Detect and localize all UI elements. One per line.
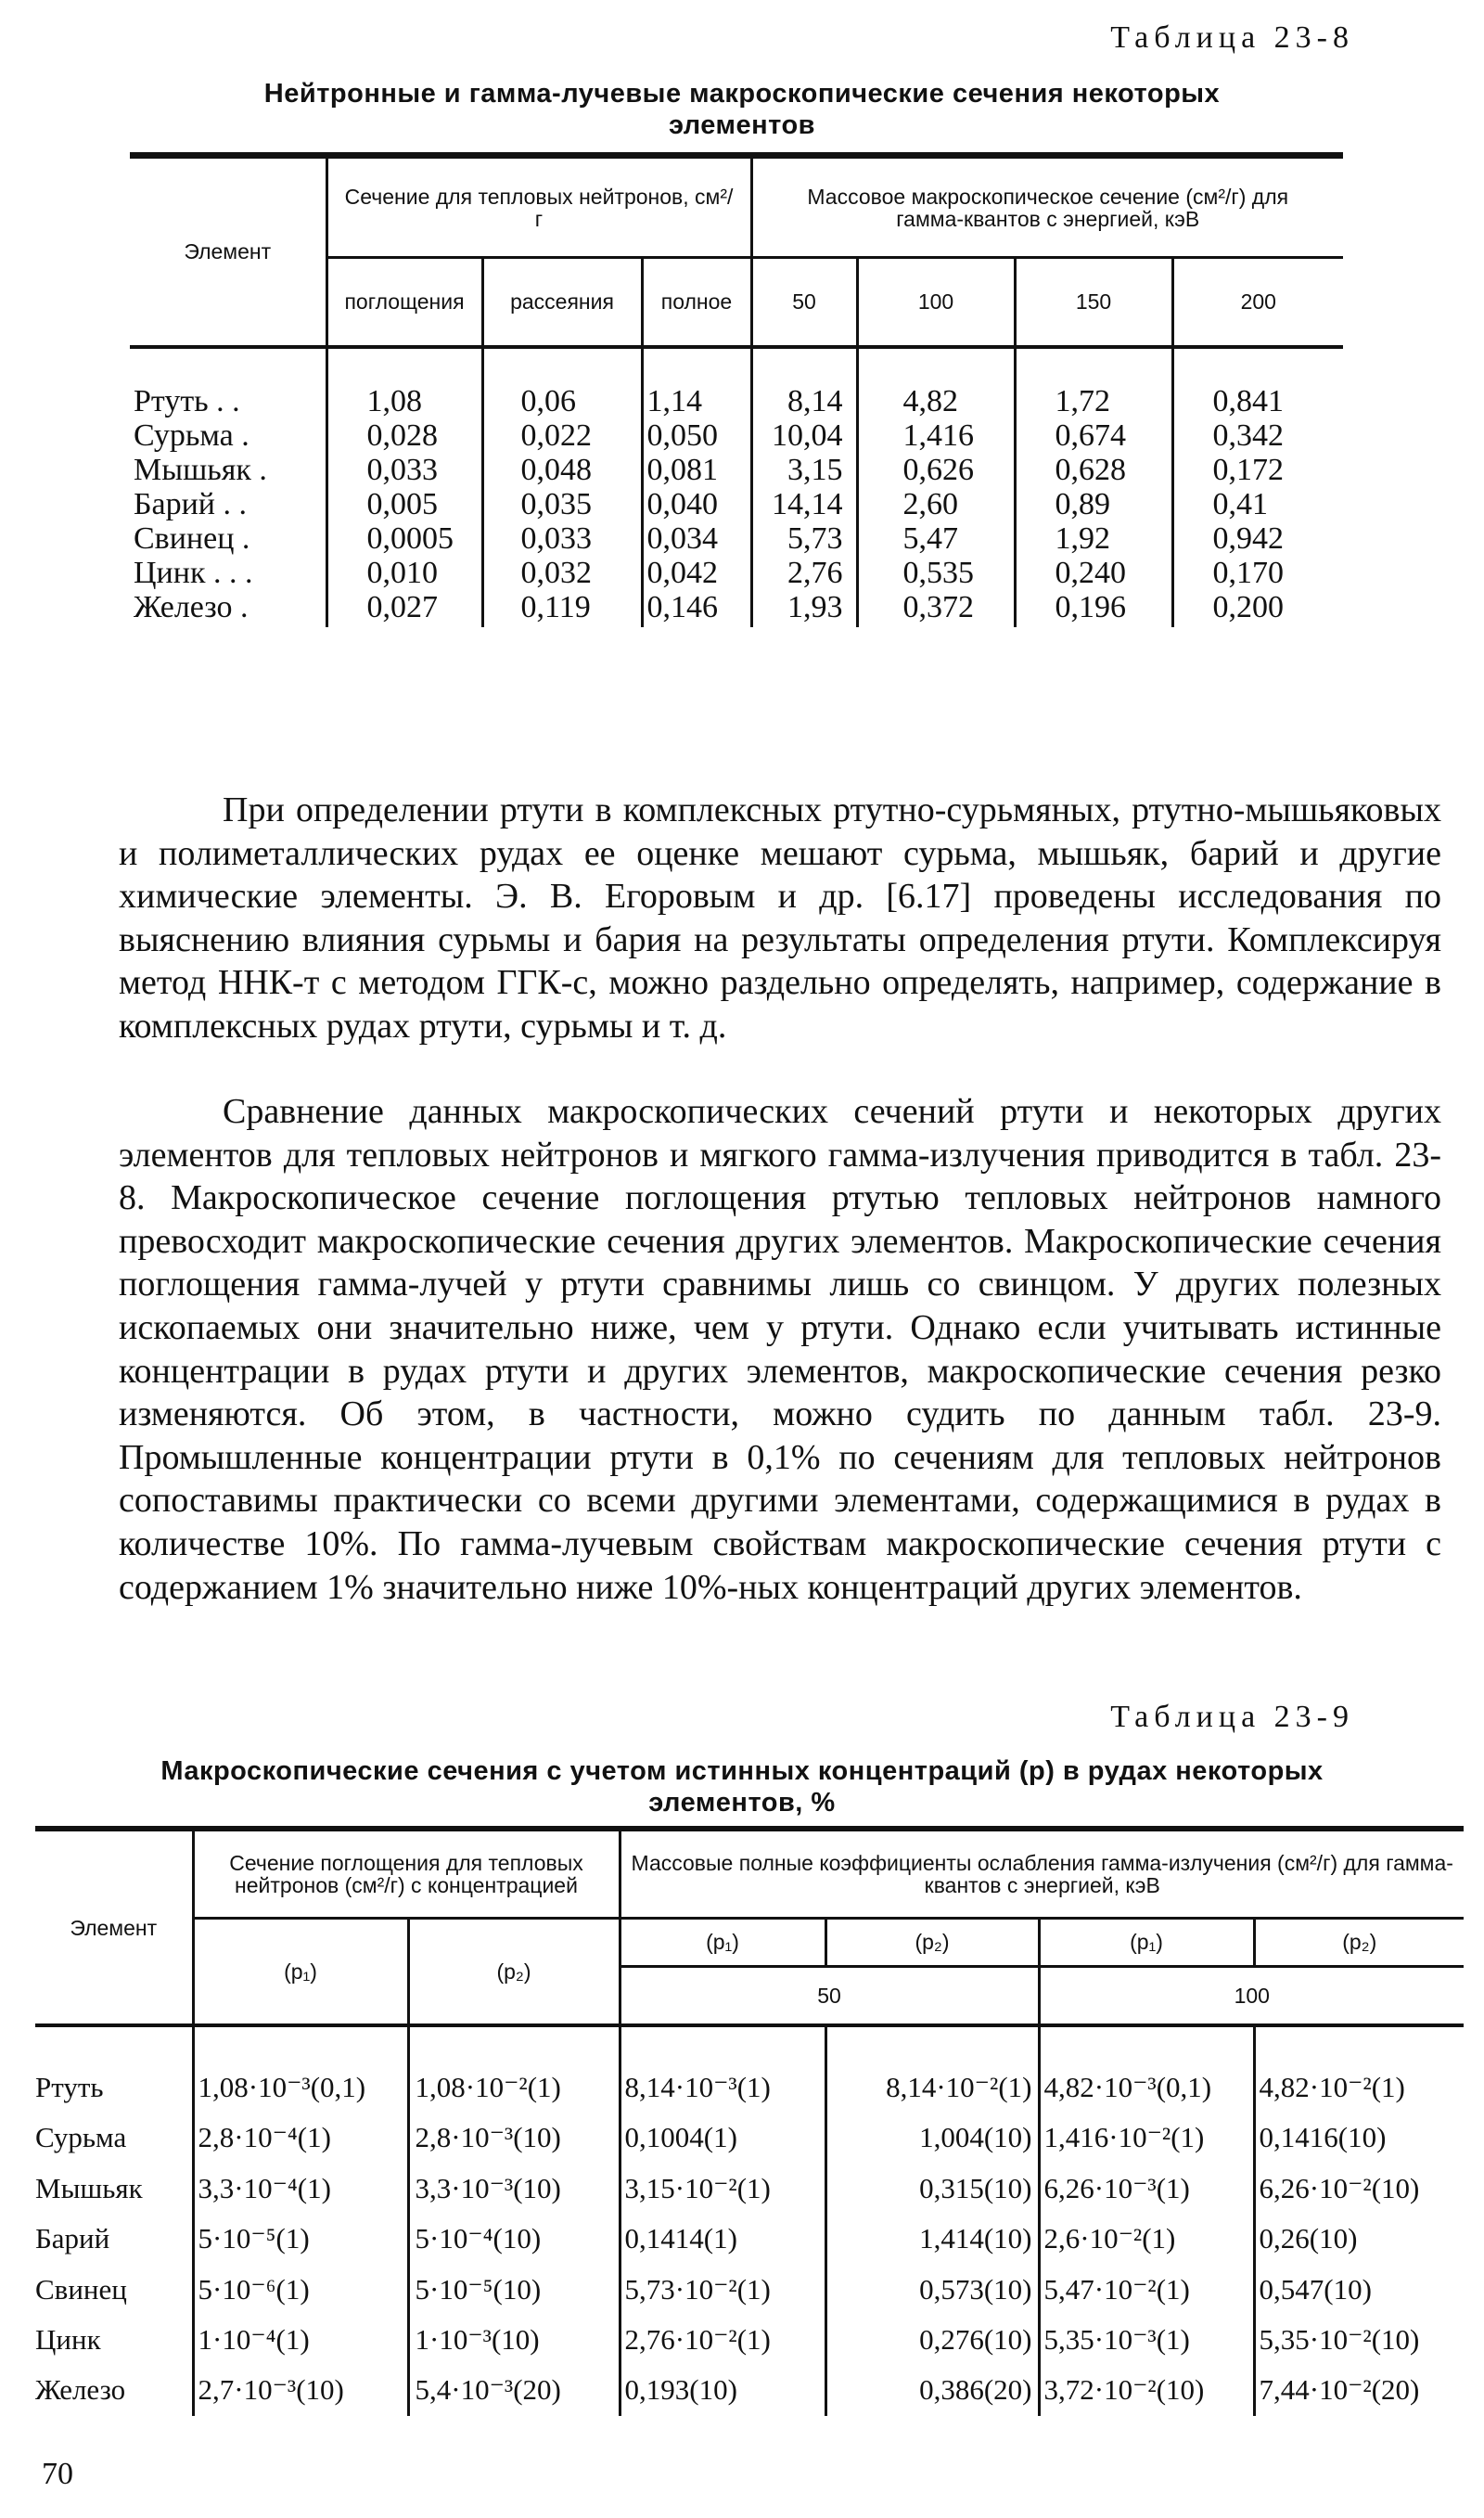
table2-header-g50-p2: (p₂): [825, 1918, 1039, 1966]
paragraph-1: При определении ртути в комплексных ртутно-сурьмяных, ртутно-мышьяковых и полиметаллических рудах ее оценке мешают сурьма, мышьяк, барий и другие химические элементы. Э. В. Егоровым и др. [6.17] проведены исследования по выяснению влияния сурьмы и бария на результаты определения ртути. Комплексируя метод ННК-т с методом ГГК-с, можно раздельно определять, например, содержание в комплексных рудах ртути, сурьмы и т. д.: [119, 790, 1441, 1046]
table1-cell: 8,14: [787, 383, 843, 418]
table2-cell: 5·10⁻⁵(1): [198, 2222, 310, 2255]
table2-cell: 5·10⁻⁴(10): [415, 2222, 542, 2255]
table1-cell: 0,010: [366, 555, 438, 590]
table2: [35, 1826, 1464, 2416]
table2-cell: Цинк: [35, 2323, 101, 2357]
table2-cell: 2,8·10⁻³(10): [415, 2121, 561, 2154]
table1-col-element: [130, 349, 326, 627]
table2-header-neutron-group: Сечение поглощения для тепловых нейтронов (см²/г) с концентрацией: [193, 1829, 620, 1918]
table1-header-neutron-group: Сечение для тепловых нейтронов, см²/г: [326, 156, 751, 258]
table1-header-scattering: рассеяния: [482, 258, 642, 347]
table1-cell: Мышьяк .: [134, 452, 267, 487]
table1-cell: Сурьма .: [134, 418, 249, 453]
table2-col-g50-p2: [825, 2027, 1039, 2416]
table2-cell: 7,44·10⁻²(20): [1259, 2373, 1420, 2407]
table1-header-total: полное: [642, 258, 751, 347]
table2-header-gamma-group: Массовые полные коэффициенты ослабления гамма-излучения (см²/г) для гамма-квантов с энергией, кэВ: [620, 1829, 1464, 1918]
table1-col-e200: [1172, 349, 1343, 627]
table2-cell: 5·10⁻⁶(1): [198, 2272, 310, 2306]
table1-cell: 5,47: [902, 520, 958, 556]
table1-cell: 0,033: [366, 452, 438, 487]
page-number: 70: [42, 2457, 73, 2491]
table1-cell: 0,048: [520, 452, 592, 487]
table1-col-total: [642, 349, 751, 627]
table1-header-gamma-group: Массовое макроскопическое сечение (см²/г) для гамма-квантов с энергией, кэВ: [751, 156, 1343, 258]
table2-cell: 8,14·10⁻²(1): [886, 2071, 1032, 2103]
table2-header-p2: (p₂): [408, 1918, 620, 2025]
table1-header-e100: 100: [857, 258, 1015, 347]
table2-cell: 3,3·10⁻³(10): [415, 2171, 561, 2204]
table1-cell: 10,04: [772, 418, 843, 453]
table1: [130, 152, 1343, 627]
table1-cell: 0,027: [366, 589, 438, 624]
table1-cell: 0,372: [902, 589, 974, 624]
table1-caption: Таблица 23-8: [1110, 20, 1354, 55]
table2-col-g100-p2: [1254, 2027, 1464, 2416]
table2-cell: 1,08·10⁻³(0,1): [198, 2071, 366, 2103]
table1-cell: 0,200: [1212, 589, 1284, 624]
table2-cell: 1,004(10): [919, 2121, 1032, 2154]
table2-header-g100-p2: (p₂): [1254, 1918, 1464, 1966]
table2-title: [37, 1755, 1447, 1818]
table1-cell: Железо .: [134, 589, 249, 624]
table1-cell: 0,674: [1055, 418, 1126, 453]
table1-cell: Свинец .: [134, 520, 250, 556]
table1-col-e100: [857, 349, 1015, 627]
table1-cell: Цинк . . .: [134, 555, 253, 590]
table2-cell: 5,73·10⁻²(1): [624, 2272, 771, 2306]
table1-cell: 1,92: [1055, 520, 1110, 556]
table2-header-e50: 50: [620, 1966, 1039, 2025]
table2-cell: 6,26·10⁻²(10): [1259, 2171, 1420, 2204]
table2-col-n-p1: [193, 2027, 408, 2416]
table2-cell: 1,414(10): [919, 2222, 1032, 2255]
table1-cell: 0,535: [902, 555, 974, 590]
table2-cell: 0,276(10): [919, 2323, 1032, 2357]
table1-cell: 0,033: [520, 520, 592, 556]
table2-cell: 6,26·10⁻³(1): [1043, 2171, 1190, 2204]
table1-col-scattering: [482, 349, 642, 627]
table2-cell: 0,547(10): [1259, 2272, 1372, 2306]
table2-cell: 2,8·10⁻⁴(1): [198, 2121, 331, 2154]
table2-cell: Сурьма: [35, 2121, 127, 2154]
table1-title-line2: элементов: [668, 110, 816, 140]
table2-header-e100: 100: [1039, 1966, 1464, 2025]
table1-cell: 0,032: [520, 555, 592, 590]
table2-cell: 0,1004(1): [624, 2121, 737, 2154]
table1-cell: 1,14: [646, 383, 702, 418]
table2-cell: Свинец: [35, 2272, 127, 2306]
table1-cell: 4,82: [902, 383, 958, 418]
table2-cell: Железо: [35, 2373, 126, 2407]
table2-cell: 0,386(20): [919, 2373, 1032, 2407]
table2-col-g50-p1: [620, 2027, 825, 2416]
table2-header-g50-p1: (p₁): [620, 1918, 825, 1966]
table2-cell: 8,14·10⁻³(1): [624, 2071, 771, 2103]
table1-col-e50: [751, 349, 857, 627]
table1-cell: 14,14: [772, 486, 843, 521]
table2-cell: 2,7·10⁻³(10): [198, 2373, 344, 2407]
table1-cell: 1,416: [902, 418, 974, 453]
table1-col-absorption: [326, 349, 482, 627]
table1-col-e150: [1015, 349, 1172, 627]
table2-col-g100-p1: [1039, 2027, 1254, 2416]
table2-cell: 5,4·10⁻³(20): [415, 2373, 561, 2407]
table1-cell: 0,119: [520, 589, 591, 624]
table1-cell: 0,042: [646, 555, 718, 590]
table2-caption: Таблица 23-9: [1110, 1700, 1354, 1734]
table2-header-g100-p1: (p₁): [1039, 1918, 1254, 1966]
table2-cell: 1·10⁻⁴(1): [198, 2323, 310, 2357]
table1-cell: Ртуть . .: [134, 383, 240, 418]
table2-cell: 0,573(10): [919, 2272, 1032, 2306]
table2-cell: 1·10⁻³(10): [415, 2323, 540, 2357]
table1-cell: 2,76: [787, 555, 843, 590]
table2-cell: 1,416·10⁻²(1): [1043, 2121, 1205, 2154]
table2-cell: 4,82·10⁻³(0,1): [1043, 2071, 1212, 2103]
table2-cell: 3,3·10⁻⁴(1): [198, 2171, 331, 2204]
table1-cell: 0,050: [646, 418, 718, 453]
table2-cell: Мышьяк: [35, 2171, 143, 2204]
table1-title-line1: Нейтронные и гамма-лучевые макроскопические сечения некоторых: [263, 79, 1221, 109]
paragraph-2: Сравнение данных макроскопических сечений ртути и некоторых других элементов для тепловых нейтронов и мягкого гамма-излучения приводится в табл. 23-8. Макроскопическое сечение поглощения ртутью тепловых нейтронов намного превосходит макроскопические сечения других элементов. Макроскопические сечения поглощения гамма-лучей у ртути сравнимы лишь со свинцом. У других полезных ископаемых они значительно ниже, чем у ртути. Однако если учитывать истинные концентрации в рудах ртути и других элементов, макроскопические сечения резко изменяются. Об этом, в частности, можно судить по данным табл. 23-9. Промышленные концентрации ртути в 0,1% по сечениям для тепловых нейтронов сопоставимы практически со всеми другими элементами, содержащимися в рудах в количестве 10%. По гамма-лучевым свойствам макроскопические сечения ртути с содержанием 1% значительно ниже 10%-ных концентраций других элементов.: [119, 1092, 1441, 1607]
table1-cell: 5,73: [787, 520, 843, 556]
table2-cell: 0,1414(1): [624, 2222, 737, 2255]
table1-cell: 0,081: [646, 452, 718, 487]
table1-cell: 0,89: [1055, 486, 1110, 521]
table2-cell: 2,6·10⁻²(1): [1043, 2222, 1176, 2255]
table2-cell: 0,315(10): [919, 2171, 1032, 2204]
table1-header-e150: 150: [1015, 258, 1172, 347]
table1-cell: 0,040: [646, 486, 718, 521]
table1-cell: 2,60: [902, 486, 958, 521]
table1-cell: 0,035: [520, 486, 592, 521]
table1-cell: 0,841: [1212, 383, 1284, 418]
table2-cell: 0,193(10): [624, 2373, 737, 2407]
table1-header-e200: 200: [1172, 258, 1343, 347]
table1-title: [37, 78, 1447, 141]
table1-cell: 1,72: [1055, 383, 1110, 418]
table1-header-e50: 50: [751, 258, 857, 347]
table2-cell: 5·10⁻⁵(10): [415, 2272, 542, 2306]
table1-cell: 0,626: [902, 452, 974, 487]
table1-header-element: Элемент: [184, 239, 272, 264]
table1-cell: 0,342: [1212, 418, 1284, 453]
table1-cell: Барий . .: [134, 486, 248, 521]
table1-cell: 0,146: [646, 589, 718, 624]
table2-col-n-p2: [408, 2027, 620, 2416]
table2-cell: Барий: [35, 2222, 110, 2255]
table1-cell: 0,06: [520, 383, 576, 418]
table1-cell: 1,08: [366, 383, 422, 418]
table2-cell: Ртуть: [35, 2071, 104, 2103]
table2-title-line2: элементов, %: [648, 1788, 836, 1818]
table1-cell: 0,034: [646, 520, 718, 556]
table1-cell: 0,41: [1212, 486, 1268, 521]
table2-cell: 1,08·10⁻²(1): [415, 2071, 561, 2103]
table2-cell: 0,26(10): [1259, 2222, 1358, 2255]
table1-cell: 0,028: [366, 418, 438, 453]
table1-cell: 0,942: [1212, 520, 1284, 556]
table1-cell: 0,240: [1055, 555, 1126, 590]
table2-cell: 5,47·10⁻²(1): [1043, 2272, 1190, 2306]
table1-cell: 3,15: [787, 452, 843, 487]
table2-cell: 3,72·10⁻²(10): [1043, 2373, 1205, 2407]
table1-cell: 1,93: [787, 589, 843, 624]
table1-cell: 0,0005: [366, 520, 454, 556]
table2-cell: 5,35·10⁻³(1): [1043, 2323, 1190, 2357]
table2-cell: 0,1416(10): [1259, 2121, 1387, 2154]
table2-cell: 5,35·10⁻²(10): [1259, 2323, 1420, 2357]
table2-header-p1: (p₁): [193, 1918, 408, 2025]
table2-cell: 3,15·10⁻²(1): [624, 2171, 771, 2204]
table1-cell: 0,628: [1055, 452, 1126, 487]
table1-cell: 0,005: [366, 486, 438, 521]
table1-cell: 0,196: [1055, 589, 1126, 624]
table2-cell: 4,82·10⁻²(1): [1259, 2071, 1405, 2103]
table1-cell: 0,022: [520, 418, 592, 453]
table1-header-absorption: поглощения: [326, 258, 482, 347]
table2-col-element: [35, 2027, 193, 2416]
table2-header-element: Элемент: [70, 1915, 158, 1940]
table2-cell: 2,76·10⁻²(1): [624, 2323, 771, 2357]
table1-cell: 0,170: [1212, 555, 1284, 590]
table1-cell: 0,172: [1212, 452, 1284, 487]
table2-title-line1: Макроскопические сечения с учетом истинных концентраций (p) в рудах некоторых: [160, 1756, 1324, 1786]
